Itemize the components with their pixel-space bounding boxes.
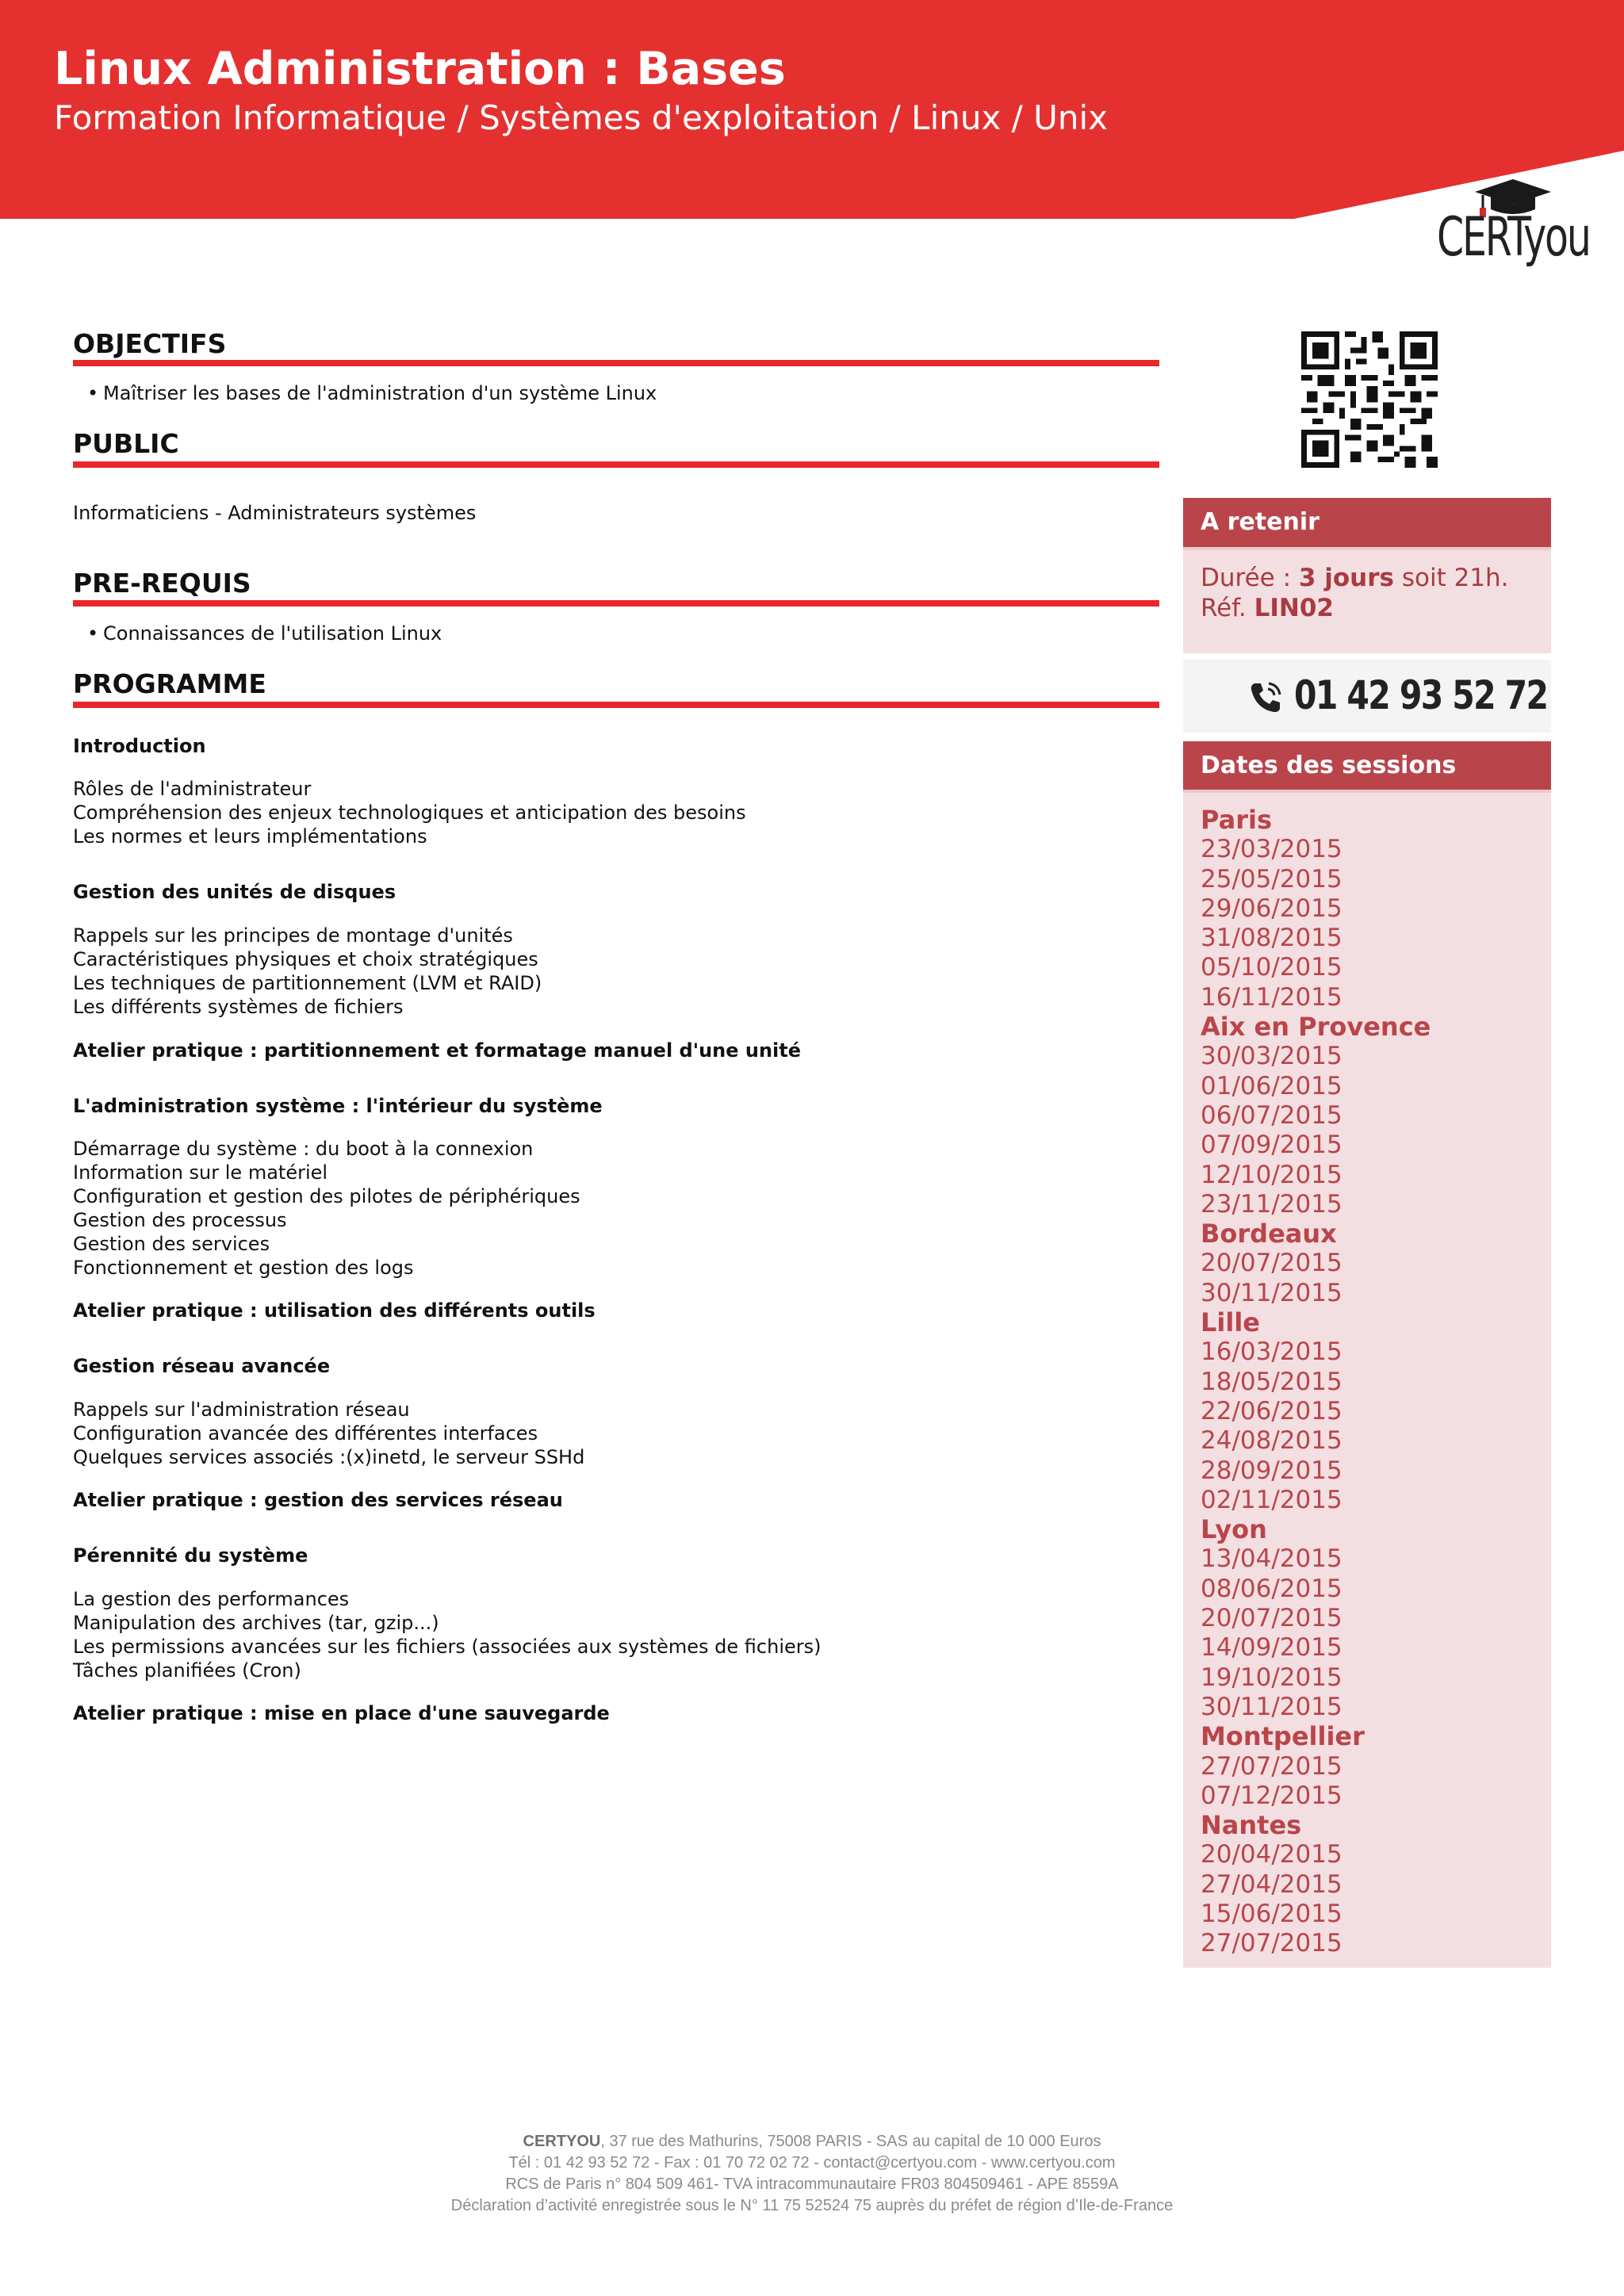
session-date[interactable]: 22/06/2015 [1201,1396,1342,1425]
session-date[interactable]: 08/06/2015 [1201,1574,1342,1603]
program-module-title: Gestion des unités de disques [73,881,396,903]
session-date[interactable]: 28/09/2015 [1201,1456,1342,1485]
session-date[interactable]: 16/03/2015 [1201,1337,1342,1367]
session-date[interactable]: 31/08/2015 [1201,924,1342,953]
session-date[interactable]: 07/12/2015 [1201,1781,1342,1810]
breadcrumb: Formation Informatique / Systèmes d'exploitation / Linux / Unix [54,98,1109,137]
program-line: Rappels sur les principes de montage d'unités [73,924,513,947]
session-date[interactable]: 20/04/2015 [1201,1840,1342,1869]
session-city: Lille [1201,1307,1260,1338]
session-city: Bordeaux [1201,1219,1337,1249]
retenir-heading: A retenir [1183,498,1551,547]
program-line: Configuration et gestion des pilotes de périphériques [73,1185,580,1207]
sessions-heading: Dates des sessions [1183,741,1551,790]
program-module-title: Pérennité du système [73,1544,308,1567]
qr-code[interactable] [1301,331,1438,468]
session-date[interactable]: 07/09/2015 [1201,1131,1342,1160]
session-date[interactable]: 24/08/2015 [1201,1426,1342,1456]
retenir-box [1183,547,1551,653]
program-line: Manipulation des archives (tar, gzip...) [73,1612,439,1634]
session-date[interactable]: 06/07/2015 [1201,1100,1342,1130]
ref-label: Réf. [1201,594,1254,622]
program-line: Gestion des processus [73,1209,287,1231]
program-line: Tâches planifiées (Cron) [73,1659,301,1682]
phone-icon [1247,679,1285,717]
session-date[interactable]: 29/06/2015 [1201,894,1342,923]
section-heading-prerequis: PRE-REQUIS [73,568,251,599]
duree-line [1201,563,1551,593]
program-line: Quelques services associés :(x)inetd, le serveur SSHd [73,1446,585,1468]
session-date[interactable]: 23/03/2015 [1201,835,1342,864]
program-line: Les techniques de partitionnement (LVM et RAID) [73,972,542,994]
list-item: • Connaissances de l'utilisation Linux [103,622,442,645]
session-city: Montpellier [1201,1721,1365,1752]
footer-line [0,2131,1624,2152]
program-atelier: Atelier pratique : gestion des services réseau [73,1489,563,1511]
program-line: Les différents systèmes de fichiers [73,996,404,1018]
section-heading-programme: PROGRAMME [73,668,266,699]
ref-value: LIN02 [1254,594,1334,622]
duree-label: Durée : [1201,564,1299,592]
page-title: Linux Administration : Bases [54,43,786,95]
footer [0,2131,1624,2217]
program-module-title: L'administration système : l'intérieur du système [73,1095,603,1117]
section-divider [73,702,1159,708]
session-city: Lyon [1201,1514,1267,1545]
phone-number: 01 42 93 52 72 [1294,672,1548,718]
footer-line: RCS de Paris n° 804 509 461- TVA intracommunautaire FR03 804509461 - APE 8559A [505,2175,1119,2193]
session-date[interactable]: 20/07/2015 [1201,1604,1342,1633]
duree-value: 3 jours [1298,564,1394,592]
program-module-title: Gestion réseau avancée [73,1355,331,1377]
session-date[interactable]: 27/04/2015 [1201,1869,1342,1899]
session-date[interactable]: 01/06/2015 [1201,1071,1342,1100]
program-line: La gestion des performances [73,1588,350,1610]
footer-line: Déclaration d’activité enregistrée sous le N° 11 75 52524 75 auprès du préfet de région d’Ile-de-France [450,2197,1174,2214]
section-heading-public: PUBLIC [73,428,179,459]
section-divider [73,461,1159,468]
session-date[interactable]: 12/10/2015 [1201,1160,1342,1189]
session-date[interactable]: 30/11/2015 [1201,1692,1342,1721]
footer-address: , 37 rue des Mathurins, 75008 PARIS - SAS au capital de 10 000 Euros [600,2133,1101,2150]
section-divider [73,600,1159,607]
program-line: Les permissions avancées sur les fichiers (associées aux systèmes de fichiers) [73,1636,822,1658]
session-date[interactable]: 27/07/2015 [1201,1751,1342,1781]
program-line: Gestion des services [73,1233,270,1255]
program-line: Rôles de l'administrateur [73,778,312,800]
public-text: Informaticiens - Administrateurs systèmes [73,502,477,524]
session-date[interactable]: 02/11/2015 [1201,1485,1342,1514]
program-line: Rappels sur l'administration réseau [73,1399,410,1421]
program-line: Démarrage du système : du boot à la connexion [73,1138,534,1160]
session-date[interactable]: 05/10/2015 [1201,953,1342,982]
program-atelier: Atelier pratique : partitionnement et formatage manuel d'une unité [73,1039,802,1062]
section-divider [73,360,1159,366]
list-item: • Maîtriser les bases de l'administration d'un système Linux [103,382,657,404]
session-city: Paris [1201,805,1272,835]
session-date[interactable]: 23/11/2015 [1201,1189,1342,1219]
session-date[interactable]: 13/04/2015 [1201,1544,1342,1574]
section-heading-objectifs: OBJECTIFS [73,328,227,359]
program-line: Compréhension des enjeux technologiques et anticipation des besoins [73,802,746,824]
program-module-title: Introduction [73,735,206,757]
program-line: Configuration avancée des différentes interfaces [73,1422,538,1445]
program-atelier: Atelier pratique : utilisation des différents outils [73,1299,596,1322]
duree-suffix: soit 21h. [1394,564,1509,592]
session-date[interactable]: 15/06/2015 [1201,1899,1342,1928]
program-line: Caractéristiques physiques et choix stratégiques [73,948,538,970]
program-line: Fonctionnement et gestion des logs [73,1257,414,1279]
session-city: Aix en Provence [1201,1012,1431,1043]
session-date[interactable]: 27/07/2015 [1201,1929,1342,1958]
header-banner [0,0,1624,219]
footer-company: CERTYOU [523,2133,601,2150]
program-line: Information sur le matériel [73,1161,328,1184]
session-date[interactable]: 20/07/2015 [1201,1249,1342,1278]
session-date[interactable]: 30/11/2015 [1201,1278,1342,1307]
logo-text: CERTyou [1437,206,1590,269]
session-date[interactable]: 14/09/2015 [1201,1633,1342,1663]
session-date[interactable]: 18/05/2015 [1201,1367,1342,1396]
session-date[interactable]: 25/05/2015 [1201,864,1342,894]
session-date[interactable]: 30/03/2015 [1201,1042,1342,1071]
session-date[interactable]: 19/10/2015 [1201,1663,1342,1692]
program-atelier: Atelier pratique : mise en place d'une sauvegarde [73,1702,610,1724]
session-date[interactable]: 16/11/2015 [1201,982,1342,1012]
phone-banner[interactable] [1183,660,1551,733]
certyou-logo[interactable] [1437,173,1611,284]
footer-line: Tél : 01 42 93 52 72 - Fax : 01 70 72 02 72 - contact@certyou.com - www.certyou.com [508,2154,1116,2172]
ref-line [1201,593,1551,623]
sessions-list [1183,790,1551,1968]
program-line: Les normes et leurs implémentations [73,825,427,848]
session-city: Nantes [1201,1810,1302,1841]
